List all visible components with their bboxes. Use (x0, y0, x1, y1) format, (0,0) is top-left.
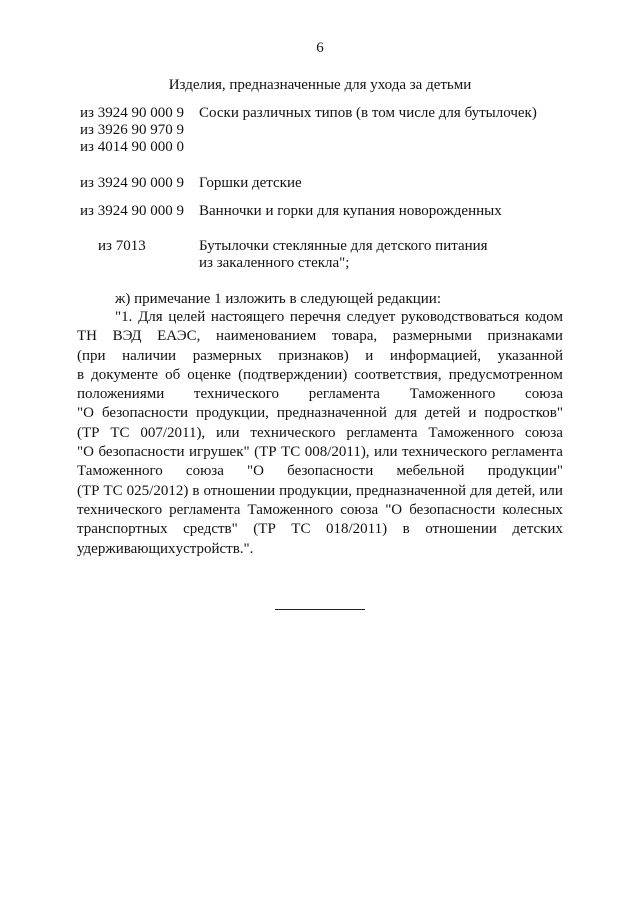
section-title: Изделия, предназначенные для ухода за детьми (168, 77, 472, 93)
note-word: регламента (308, 386, 380, 403)
note-word: ТС (291, 521, 311, 538)
note-line (77, 520, 563, 539)
note-line (77, 385, 563, 404)
note-word: признаками (487, 328, 563, 345)
note-word: продукции, (196, 405, 269, 422)
note-line (77, 347, 563, 366)
note-word: технического (193, 386, 280, 403)
note-word: об (165, 366, 181, 383)
note-word: в (192, 482, 200, 499)
note-word: предназначенной (276, 405, 387, 422)
note-word: указанной (497, 347, 563, 364)
note-word: в (402, 521, 410, 538)
note-line (77, 308, 563, 327)
note-word: ТС (110, 424, 130, 441)
note-word: продукции, (279, 482, 352, 499)
note-word: ТС (103, 482, 123, 499)
note-word: 025/2012) (126, 482, 189, 499)
note-word: союза (524, 424, 563, 441)
note-word: Таможенного (77, 463, 163, 480)
note-word: для (394, 405, 417, 422)
note-word: руководствоваться (401, 309, 520, 325)
note-word: или (216, 424, 240, 441)
item-codes (80, 175, 198, 192)
note-word: союза (525, 386, 563, 403)
note-word: в (77, 366, 85, 383)
note-word: целей (168, 309, 206, 325)
note-word: безопасности (98, 444, 185, 461)
note-word: и (365, 347, 374, 364)
note-line (77, 404, 563, 423)
item-description (199, 203, 579, 220)
note-word: информацией, (389, 347, 482, 364)
item-codes (80, 203, 198, 220)
note-word: средств" (183, 521, 238, 538)
note-word: ЕАЭС, (157, 328, 201, 345)
note-word: мебельной (396, 463, 465, 480)
note-word: (ТР (253, 521, 276, 538)
note-heading: ж) примечание 1 изложить в следующей редакции: (115, 291, 442, 307)
note-line (77, 424, 563, 443)
item-code: из 3924 90 000 9 (80, 105, 184, 121)
note-word: технического (402, 444, 488, 461)
note-word: детских (512, 521, 563, 538)
item-codes (98, 238, 178, 255)
note-word: регламента (491, 444, 563, 461)
note-word: технического (250, 424, 336, 441)
item-description (199, 105, 579, 122)
note-word: размерными (392, 328, 472, 345)
note-word: предназначенной (355, 482, 467, 499)
note-word: ВЭД (112, 328, 142, 345)
item-description-line: Ванночки и горки для купания новорожденных (199, 203, 502, 219)
note-word: признаков) (278, 347, 349, 364)
note-word: 007/2011), (140, 424, 206, 441)
note-word: Таможенного (428, 424, 515, 441)
note-word: настоящего (210, 309, 285, 325)
note-word: "1. (115, 309, 133, 325)
note-line (77, 327, 563, 346)
note-word: перечня (289, 309, 341, 325)
note-word: (подтверждении) (238, 366, 348, 383)
note-line (77, 366, 563, 385)
note-word: положениями (77, 386, 165, 403)
note-word: или (539, 482, 563, 499)
note-word: технического (77, 501, 163, 518)
note-word: удерживающих (77, 540, 176, 557)
note-word: колесных (502, 501, 563, 518)
note-line (77, 462, 563, 481)
note-word: и (468, 405, 477, 422)
note-word: (ТР (254, 444, 277, 461)
item-code: из 4014 90 000 0 (80, 139, 184, 155)
note-line (77, 443, 563, 462)
note-word: Для (138, 309, 163, 325)
note-word: товара, (331, 328, 378, 345)
note-word: ТН (77, 328, 97, 345)
note-word: устройств.". (175, 540, 254, 557)
note-line (77, 540, 563, 559)
item-code: из 3924 90 000 9 (80, 203, 184, 219)
note-word: наименованием (216, 328, 317, 345)
note-word: союза (340, 501, 379, 518)
item-code: из 3926 90 970 9 (80, 122, 184, 138)
item-description-line: Бутылочки стеклянные для детского питания (199, 238, 488, 254)
note-word: транспортных (77, 521, 168, 538)
note-word: отношении (425, 521, 497, 538)
note-word: ТС (281, 444, 301, 461)
note-word: или (374, 444, 398, 461)
note-word: игрушек" (189, 444, 250, 461)
item-description (199, 175, 579, 192)
note-word: безопасности (101, 405, 189, 422)
note-word: "О (385, 501, 403, 518)
item-description-line: из закаленного стекла"; (199, 255, 350, 271)
note-word: регламента (346, 424, 418, 441)
note-word: наличии (122, 347, 177, 364)
note-word: отношении (203, 482, 276, 499)
note-word: для (470, 482, 493, 499)
note-word: (при (77, 347, 106, 364)
note-word: "О (247, 463, 264, 480)
note-word: следует (346, 309, 396, 325)
item-description (199, 238, 579, 272)
note-word: документе (91, 366, 159, 383)
note-word: 008/2011), (304, 444, 370, 461)
note-word: детей, (496, 482, 536, 499)
note-word: (ТР (77, 482, 100, 499)
note-word: (ТР (77, 424, 100, 441)
note-line (77, 501, 563, 520)
divider-line (275, 609, 365, 610)
note-word: детей (424, 405, 461, 422)
note-word: Таможенного (409, 386, 496, 403)
item-codes (80, 105, 198, 156)
note-word: Таможенного (247, 501, 334, 518)
note-body (77, 308, 563, 559)
note-word: 018/2011) (325, 521, 388, 538)
note-word: предусмотренном (448, 366, 563, 383)
note-word: продукции" (487, 463, 563, 480)
note-word: "О (77, 444, 94, 461)
note-word: регламента (169, 501, 241, 518)
item-code: из 3924 90 000 9 (80, 175, 184, 191)
item-description-line: Соски различных типов (в том числе для бутылочек) (199, 105, 537, 121)
page-number: 6 (316, 40, 324, 56)
note-word: безопасности (409, 501, 496, 518)
note-word: размерных (192, 347, 262, 364)
note-word: "О (77, 405, 94, 422)
note-word: кодом (525, 309, 563, 325)
note-word: союза (185, 463, 224, 480)
note-word: соответствия, (354, 366, 442, 383)
note-word: безопасности (287, 463, 374, 480)
item-description-line: Горшки детские (199, 175, 302, 191)
note-line (77, 482, 563, 501)
note-word: оценке (187, 366, 232, 383)
note-word: подростков" (484, 405, 563, 422)
item-code: из 7013 (98, 238, 146, 254)
